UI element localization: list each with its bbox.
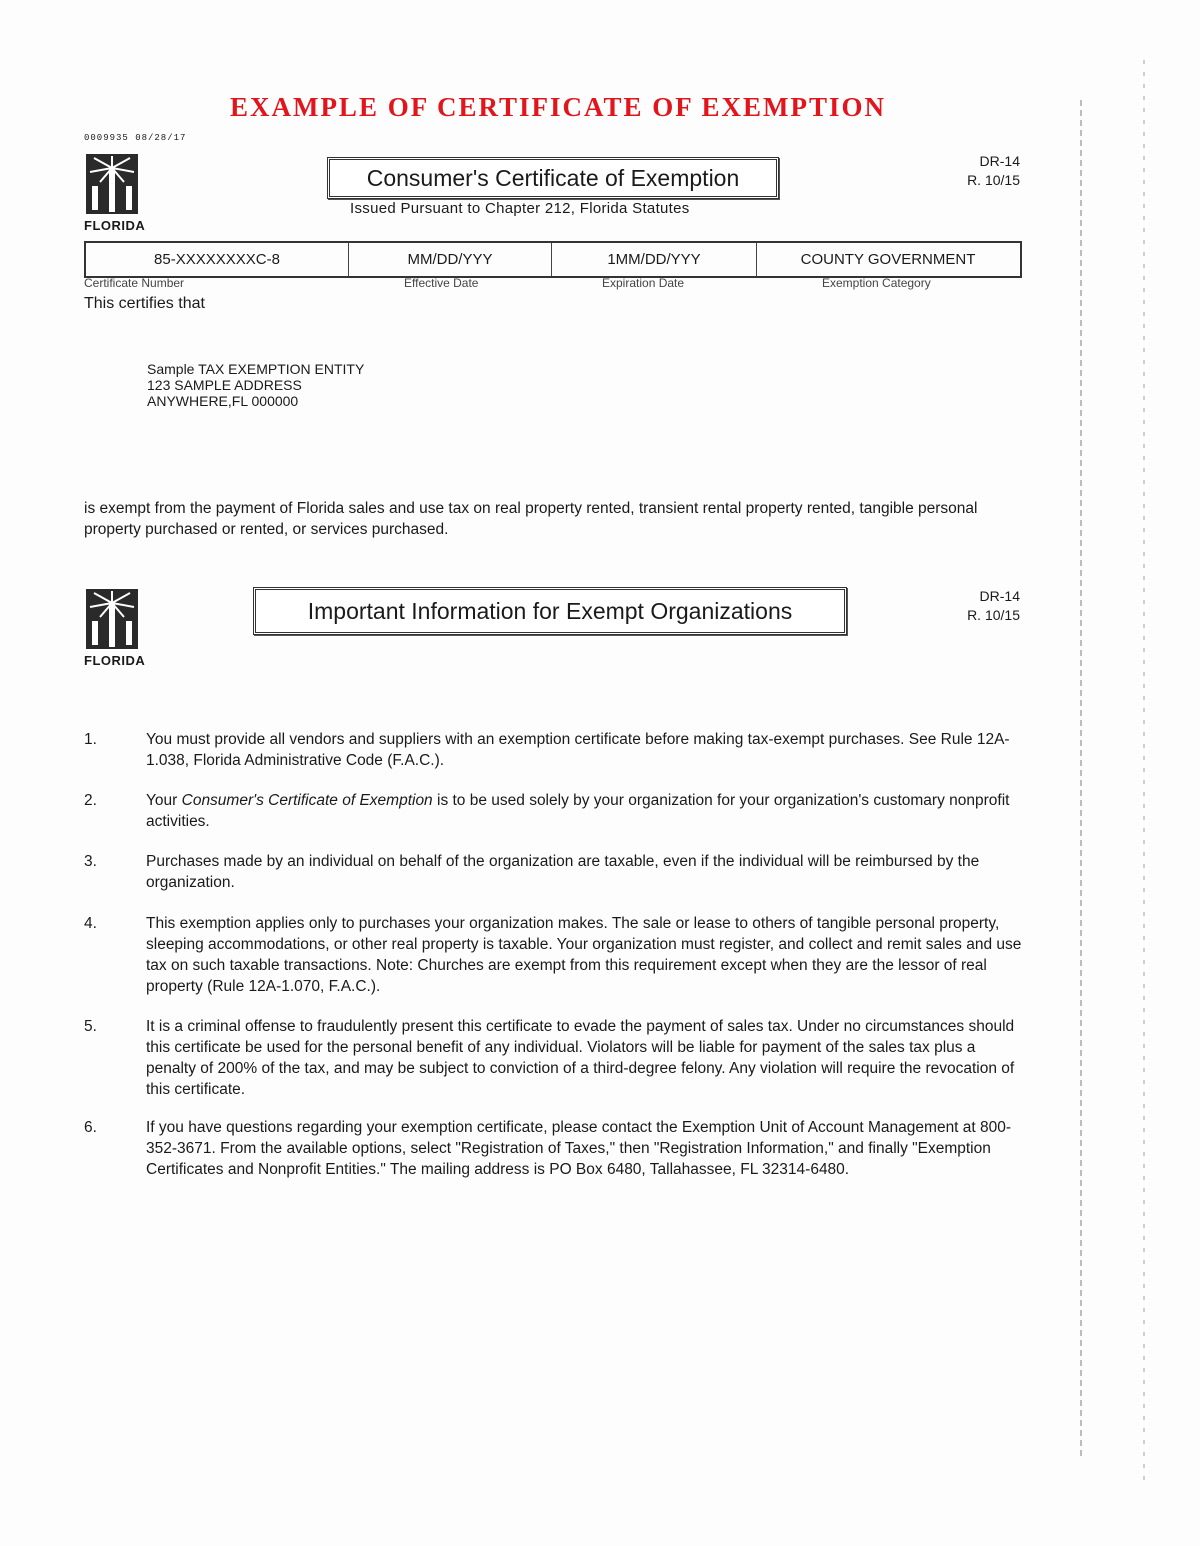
florida-logo [84,585,146,668]
form-revision [940,587,1020,625]
caption-effective-date: Effective Date [404,276,479,290]
form-id: 0009935 08/28/17 [84,133,187,143]
revision-date: R. 10/15 [967,607,1020,623]
item-text: It is a criminal offense to fraudulently present this certificate to evade the payment of sales tax. Under no circumstances should this certificate be used for the personal benefit of any individual. Violators will be liable for payment of the sales tax plus a penalty of 200% of the tax, and may be subject to conviction of a third-degree felony. Any violation will require the revocation of this certificate. [146,1018,1015,1098]
revision-date: R. 10/15 [967,172,1020,188]
item-text [146,790,1026,832]
caption-expiration-date: Expiration Date [602,276,685,290]
item-text: Purchases made by an individual on behalf of the organization are taxable, even if the individual will be reimbursed by the organization. [146,853,980,891]
item-text: If you have questions regarding your exemption certificate, please contact the Exemption Unit of Account Management at 800-352-3671. From the available options, select "Registration of Taxes," then "Registration Information," and finally "Exemption Certificates and Nonprofit Entities." The mailing address is PO Box 6480, Tallahassee, FL 32314-6480. [146,1119,1012,1178]
entity-name: Sample TAX EXEMPTION ENTITY [147,361,365,377]
exemption-category: COUNTY GOVERNMENT [800,251,976,268]
caption-exemption-category: Exemption Category [822,276,931,290]
expiration-date: 1MM/DD/YYY [552,243,757,276]
form-revision [940,152,1020,190]
item-number: 1. [84,731,97,748]
banner-title: EXAMPLE OF CERTIFICATE OF EXEMPTION [229,92,887,122]
florida-logo [84,150,146,233]
certificate-number: 85-XXXXXXXXC-8 [86,243,349,276]
caption-certificate-number: Certificate Number [84,276,185,290]
info-title: Important Information for Exempt Organizations [253,587,847,635]
certifies-text: This certifies that [84,295,205,312]
item-text-italic: Consumer's Certificate of Exemption [181,792,433,809]
effective-date: MM/DD/YYY [349,243,552,276]
logo-label: FLORIDA [84,218,146,233]
certificate-fields-table [84,241,1022,278]
item-number: 6. [84,1119,97,1136]
entity-address-line2: ANYWHERE,FL 000000 [147,393,299,409]
form-number: DR-14 [979,588,1020,604]
certificate-title: Consumer's Certificate of Exemption [327,157,779,199]
entity-address [147,361,364,409]
item-text: This exemption applies only to purchases your organization makes. The sale or lease to others of tangible personal property, sleeping accommodations, or other real property is taxable. Your organization must register, and collect and remit sales and use tax on such taxable transactions. Note: Churches are exempt from this requirement except when they are the lessor of real property (Rule 12A-1.070, F.A.C.). [146,915,1022,995]
item-number: 4. [84,915,97,932]
entity-address-line1: 123 SAMPLE ADDRESS [147,377,302,393]
issued-statute: Issued Pursuant to Chapter 212, Florida Statutes [350,200,690,217]
item-number: 2. [84,792,97,809]
scan-edge-line [1143,60,1145,1480]
scan-edge-line [1080,100,1082,1460]
logo-label: FLORIDA [84,653,146,668]
item-text-part: is to be used solely by your organization for your organization's customary nonprofit activities. [146,792,1010,830]
item-number: 5. [84,1018,97,1035]
exemption-statement: is exempt from the payment of Florida sales and use tax on real property rented, transient rental property rented, tangible personal property purchased or rented, or services purchased. [84,500,978,538]
item-number: 3. [84,853,97,870]
palm-tree-icon [84,585,140,653]
palm-tree-icon [84,150,140,218]
form-number: DR-14 [979,153,1020,169]
item-text-part: Your [146,792,182,809]
item-text: You must provide all vendors and suppliers with an exemption certificate before making tax-exempt purchases. See Rule 12A-1.038, Florida Administrative Code (F.A.C.). [146,731,1010,769]
